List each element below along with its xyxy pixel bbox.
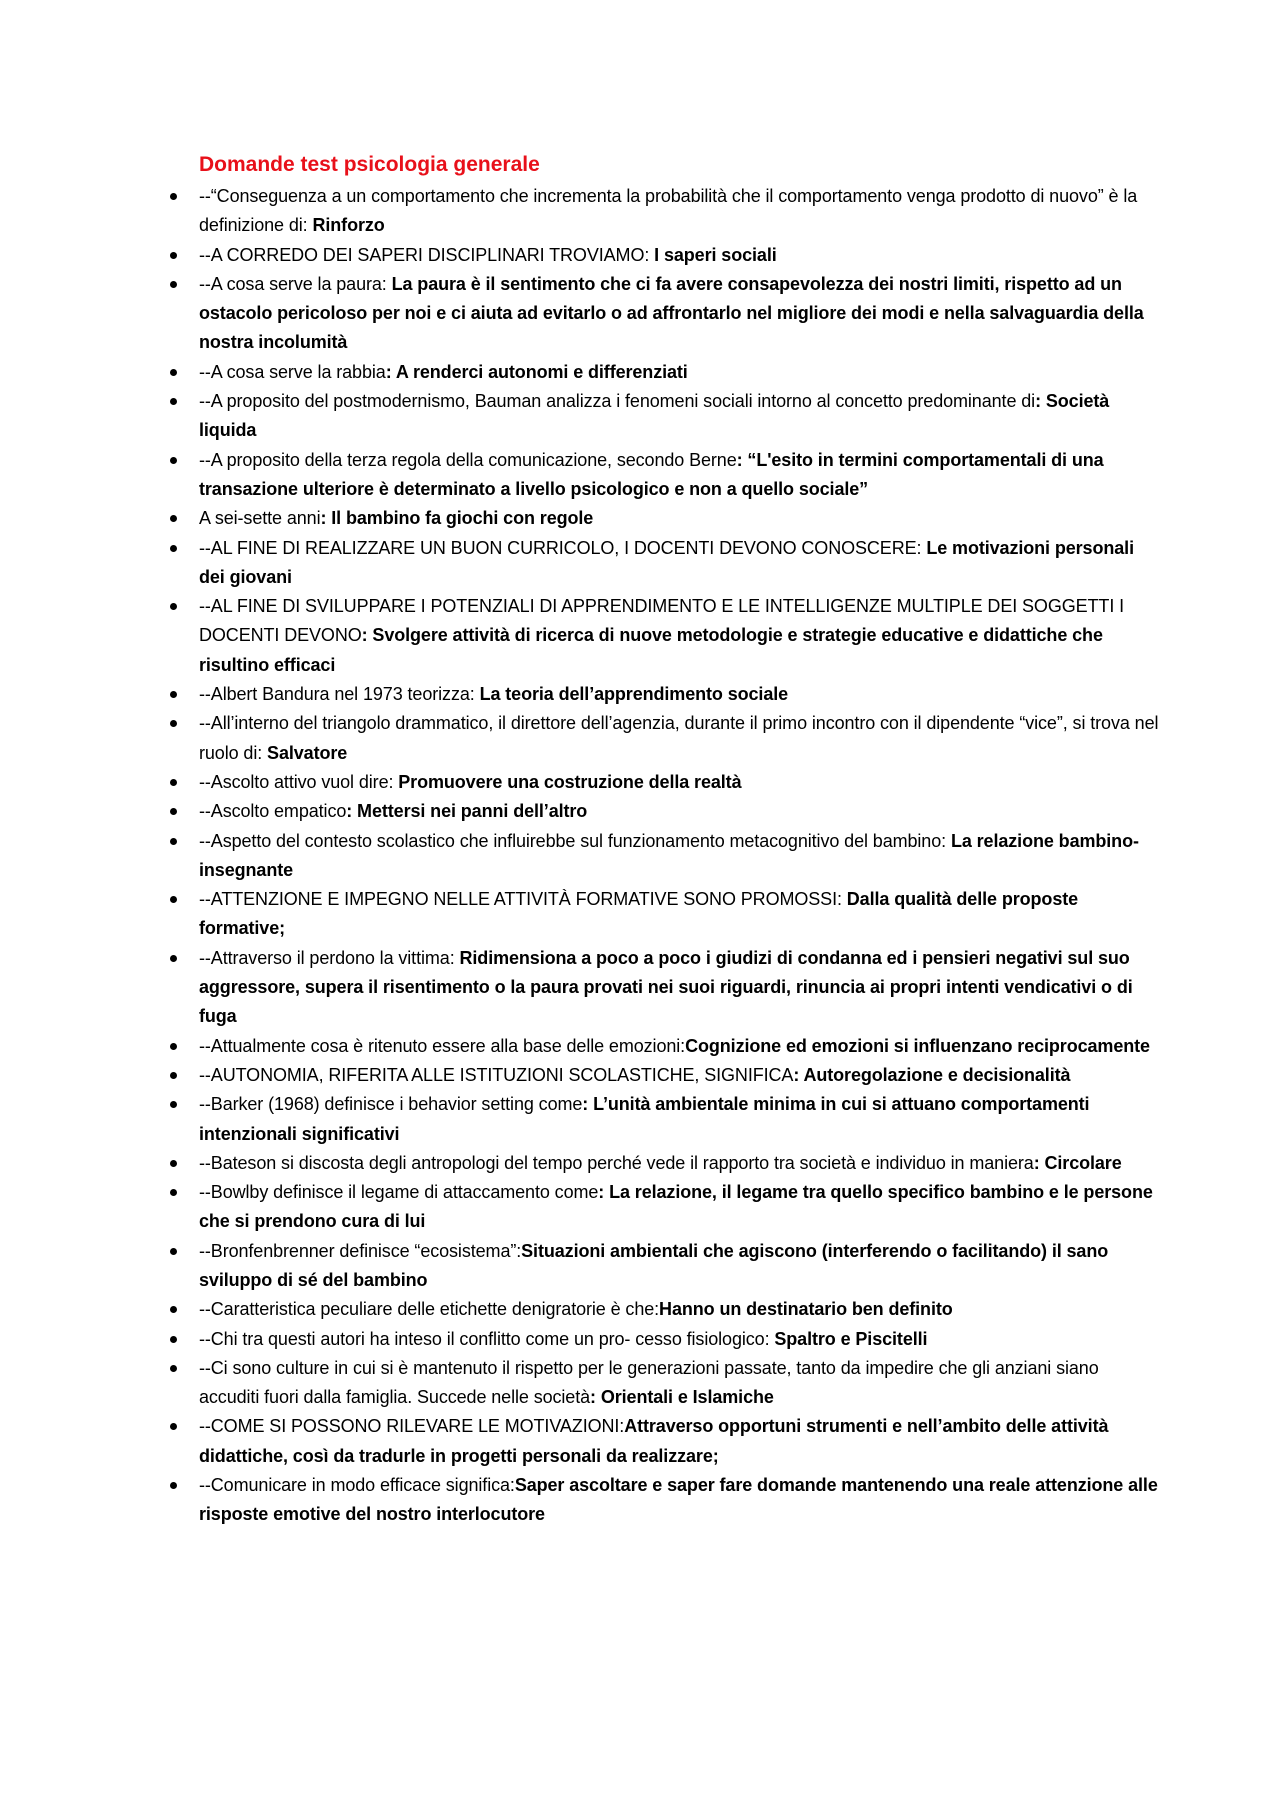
list-item: [199, 797, 1159, 826]
answer-text: I saperi sociali: [654, 244, 777, 265]
list-item: [199, 182, 1159, 241]
question-text: --Attualmente cosa è ritenuto essere alla base delle emozioni:: [199, 1035, 686, 1056]
list-item: [199, 592, 1159, 680]
list-item: [199, 1412, 1159, 1471]
answer-text: Cognizione ed emozioni si influenzano reciprocamente: [685, 1035, 1150, 1056]
question-text: --Ascolto attivo vuol dire:: [199, 771, 399, 792]
list-item: [199, 1149, 1159, 1178]
list-item: [199, 1237, 1159, 1296]
question-text: A sei-sette anni: [199, 508, 321, 529]
question-text: --A proposito del postmodernismo, Bauman analizza i fenomeni sociali intorno al concetto predominante di: [199, 391, 1036, 412]
question-text: --ATTENZIONE E IMPEGNO NELLE ATTIVITÀ FORMATIVE SONO PROMOSSI:: [199, 889, 847, 910]
answer-text: : Mettersi nei panni dell’altro: [346, 801, 588, 822]
answer-text: : Il bambino fa giochi con regole: [320, 508, 594, 529]
question-text: --AL FINE DI REALIZZARE UN BUON CURRICOLO, I DOCENTI DEVONO CONOSCERE:: [199, 537, 927, 558]
answer-text: Spaltro e Piscitelli: [774, 1328, 928, 1349]
question-text: --Ci sono culture in cui si è mantenuto il rispetto per le generazioni passate, tanto da impedire che gli anziani siano accuditi fuori dalla famiglia. Succede nelle società: [199, 1357, 1099, 1408]
answer-text: : La relazione, il legame tra quello specifico bambino e le persone che si prendono cura di lui: [199, 1182, 1153, 1232]
answer-text: Attraverso opportuni strumenti e nell’ambito delle attività didattiche, così da tradurle in progetti personali da realizzare;: [199, 1416, 1109, 1466]
answer-text: : Orientali e Islamiche: [590, 1387, 774, 1408]
list-item: [199, 446, 1159, 505]
answer-text: Promuovere una costruzione della realtà: [398, 771, 742, 792]
list-item: [199, 709, 1159, 768]
answer-text: La relazione bambino-insegnante: [199, 830, 1139, 880]
list-item: [199, 1325, 1159, 1354]
list-item: [199, 1471, 1159, 1530]
list-item: [199, 768, 1159, 797]
answer-text: Situazioni ambientali che agiscono (interferendo o facilitando) il sano sviluppo di sé del bambino: [199, 1240, 1109, 1290]
list-item: [199, 1090, 1159, 1149]
answer-text: La paura è il sentimento che ci fa avere consapevolezza dei nostri limiti, rispetto ad un ostacolo pericoloso per noi e ci aiuta ad evitarlo o ad affrontarlo nel migliore dei modi e nella salvaguardia della nostra incolumità: [199, 273, 1144, 353]
answer-text: Saper ascoltare e saper fare domande mantenendo una reale attenzione alle risposte emotive del nostro interlocutore: [199, 1475, 1158, 1525]
answer-text: Rinforzo: [312, 215, 385, 236]
question-text: --Ascolto empatico: [199, 801, 347, 822]
answer-text: Salvatore: [267, 742, 348, 763]
question-text: --COME SI POSSONO RILEVARE LE MOTIVAZIONI:: [199, 1416, 625, 1437]
document-content: [199, 150, 1159, 1530]
answer-text: : “L'esito in termini comportamentali di una transazione ulteriore è determinato a livello psicologico e non a quello sociale”: [199, 449, 1104, 499]
question-text: --A cosa serve la rabbia: [199, 361, 386, 382]
question-text: --Barker (1968) definisce i behavior setting come: [199, 1094, 583, 1115]
question-text: --All’interno del triangolo drammatico, il direttore dell’agenzia, durante il primo incontro con il dipendente “vice”, si trova nel ruolo di:: [199, 713, 1159, 763]
answer-text: Hanno un destinatario ben definito: [659, 1299, 953, 1320]
list-item: [199, 504, 1159, 533]
list-item: [199, 1061, 1159, 1090]
question-list: [199, 182, 1159, 1530]
answer-text: La teoria dell’apprendimento sociale: [479, 684, 789, 705]
answer-text: : Autoregolazione e decisionalità: [793, 1064, 1071, 1085]
question-text: --Caratteristica peculiare delle etichette denigratorie è che:: [199, 1299, 660, 1320]
question-text: --AUTONOMIA, RIFERITA ALLE ISTITUZIONI SCOLASTICHE, SIGNIFICA: [199, 1064, 794, 1085]
list-item: [199, 885, 1159, 944]
question-text: --Albert Bandura nel 1973 teorizza:: [199, 684, 480, 705]
question-text: --“Conseguenza a un comportamento che incrementa la probabilità che il comportamento venga prodotto di nuovo” è la definizione di:: [199, 186, 1138, 236]
answer-text: : A renderci autonomi e differenziati: [385, 361, 688, 382]
list-item: [199, 1032, 1159, 1061]
question-text: --Bateson si discosta degli antropologi del tempo perché vede il rapporto tra società e individuo in maniera: [199, 1152, 1034, 1173]
answer-text: Ridimensiona a poco a poco i giudizi di condanna ed i pensieri negativi sul suo aggressore, supera il risentimento o la paura provati nei suoi riguardi, rinuncia ai propri intenti vendicativi o di fuga: [199, 947, 1133, 1027]
answer-text: : Società liquida: [199, 391, 1110, 441]
list-item: [199, 944, 1159, 1032]
list-item: [199, 680, 1159, 709]
question-text: --Comunicare in modo efficace significa:: [199, 1475, 515, 1496]
question-text: --A CORREDO DEI SAPERI DISCIPLINARI TROVIAMO:: [199, 244, 655, 265]
answer-text: Dalla qualità delle proposte formative;: [199, 889, 1079, 939]
question-text: --A proposito della terza regola della comunicazione, secondo Berne: [199, 449, 737, 470]
answer-text: : Circolare: [1033, 1152, 1122, 1173]
page-title: Domande test psicologia generale: [199, 153, 540, 176]
answer-text: Le motivazioni personali dei giovani: [199, 537, 1134, 587]
question-text: --Aspetto del contesto scolastico che influirebbe sul funzionamento metacognitivo del bambino:: [199, 830, 951, 851]
list-item: [199, 1295, 1159, 1324]
answer-text: : L’unità ambientale minima in cui si attuano comportamenti intenzionali significativi: [199, 1094, 1090, 1144]
answer-text: : Svolgere attività di ricerca di nuove metodologie e strategie educative e didattiche che risultino efficaci: [199, 625, 1103, 675]
list-item: [199, 387, 1159, 446]
list-item: [199, 358, 1159, 387]
question-text: --Bowlby definisce il legame di attaccamento come: [199, 1182, 599, 1203]
question-text: --Attraverso il perdono la vittima:: [199, 947, 460, 968]
list-item: [199, 270, 1159, 358]
list-item: [199, 827, 1159, 886]
list-item: [199, 1354, 1159, 1413]
list-item: [199, 241, 1159, 270]
question-text: --Bronfenbrenner definisce “ecosistema”:: [199, 1240, 522, 1261]
question-text: --AL FINE DI SVILUPPARE I POTENZIALI DI APPRENDIMENTO E LE INTELLIGENZE MULTIPLE DEI SOGGETTI I DOCENTI DEVONO: [199, 596, 1125, 646]
question-text: --A cosa serve la paura:: [199, 273, 392, 294]
list-item: [199, 1178, 1159, 1237]
question-text: --Chi tra questi autori ha inteso il conflitto come un pro- cesso fisiologico:: [199, 1328, 775, 1349]
list-item: [199, 534, 1159, 593]
